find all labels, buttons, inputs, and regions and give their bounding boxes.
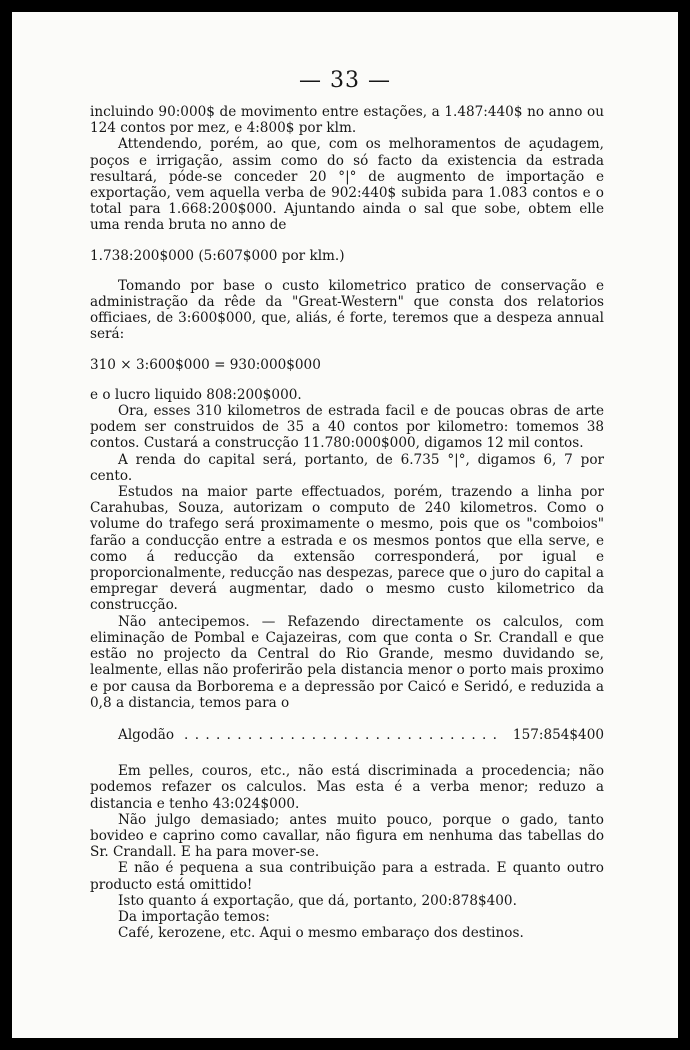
page-body xyxy=(90,104,604,941)
paragraph: Attendendo, porém, ao que, com os melhoramentos de açudagem, poços e irrigação, assim como do só facto da existencia da estrada resultará, póde-se conceder 20 °|° de augmento de importação e exportação, vem aquella verba de 902:440$ subida para 1.083 contos e o total para 1.668:200$000. Ajuntando ainda o sal que sobe, obtem elle uma renda bruta no anno de xyxy=(90,136,604,234)
algodao-label: Algodão xyxy=(118,726,175,743)
paragraph: e o lucro liquido 808:200$000. xyxy=(90,386,302,403)
leader-dots xyxy=(184,727,503,743)
paragraph: A renda do capital será, portanto, de 6.735 °|°, digamos 6, 7 por cento. xyxy=(90,451,604,484)
page-number: — 33 — xyxy=(299,68,391,93)
book-page xyxy=(12,12,678,1038)
paragraph: Café, kerozene, etc. Aqui o mesmo embaraço dos destinos. xyxy=(118,925,524,942)
paragraph: Isto quanto á exportação, que dá, portanto, 200:878$400. xyxy=(118,892,517,909)
paragraph: Tomando por base o custo kilometrico pratico de conservação e administração da rêde da "Great-Western" que consta dos relatorios officiaes, de 3:600$000, que, aliás, é forte, teremos que a despeza annual será: xyxy=(90,277,604,343)
paragraph: Ora, esses 310 kilometros de estrada facil e de poucas obras de arte podem ser construidos de 35 a 40 contos por kilometro: tomemos 38 contos. Custará a construcção 11.780:000$000, digamos 12 mil contos. xyxy=(90,403,604,452)
paragraph: Não julgo demasiado; antes muito pouco, porque o gado, tanto bovideo e caprino como cavallar, não figura em nenhuma das tabellas do Sr. Crandall. E ha para mover-se. xyxy=(90,811,604,861)
paragraph: E não é pequena a sua contribuição para a estrada. E quanto outro producto está omittido! xyxy=(90,860,604,893)
revenue-formula: 1.738:200$000 (5:607$000 por klm.) xyxy=(90,247,345,264)
algodao-value: 157:854$400 xyxy=(512,726,604,743)
expense-formula: 310 × 3:600$000 = 930:000$000 xyxy=(90,356,321,373)
paragraph: Não antecipemos. — Refazendo directamente os calculos, com eliminação de Pombal e Cajazeiras, com que conta o Sr. Crandall e que estão no projecto da Central do Rio Grande, mesmo duvidando se, lealmente, ellas não proferirão pela distancia menor o porto mais proximo e por causa da Borborema e a depressão por Caicó e Seridó, e reduzida a 0,8 a distancia, temos para o xyxy=(90,613,604,711)
algodao-line xyxy=(90,727,604,743)
paragraph: incluindo 90:000$ de movimento entre estações, a 1.487:440$ no anno ou 124 contos por mez, e 4:800$ por klm. xyxy=(90,104,604,137)
paragraph: Estudos na maior parte effectuados, porém, trazendo a linha por Carahubas, Souza, autorizam o computo de 240 kilometros. Como o volume do trafego será proximamente o mesmo, pois que os "comboios" farão a conducção entre a estrada e os mesmos pontos que ella serve, e como á reducção da extensão corresponderá, por igual e proporcionalmente, reducção nas despezas, parece que o juro do capital a empregar deverá augmentar, dado o mesmo custo kilometrico da construcção. xyxy=(90,484,604,614)
paragraph: Em pelles, couros, etc., não está discriminada a procedencia; não podemos refazer os calculos. Mas esta é a verba menor; reduzo a distancia e tenho 43:024$000. xyxy=(90,763,604,812)
paragraph: Da importação temos: xyxy=(118,908,270,925)
